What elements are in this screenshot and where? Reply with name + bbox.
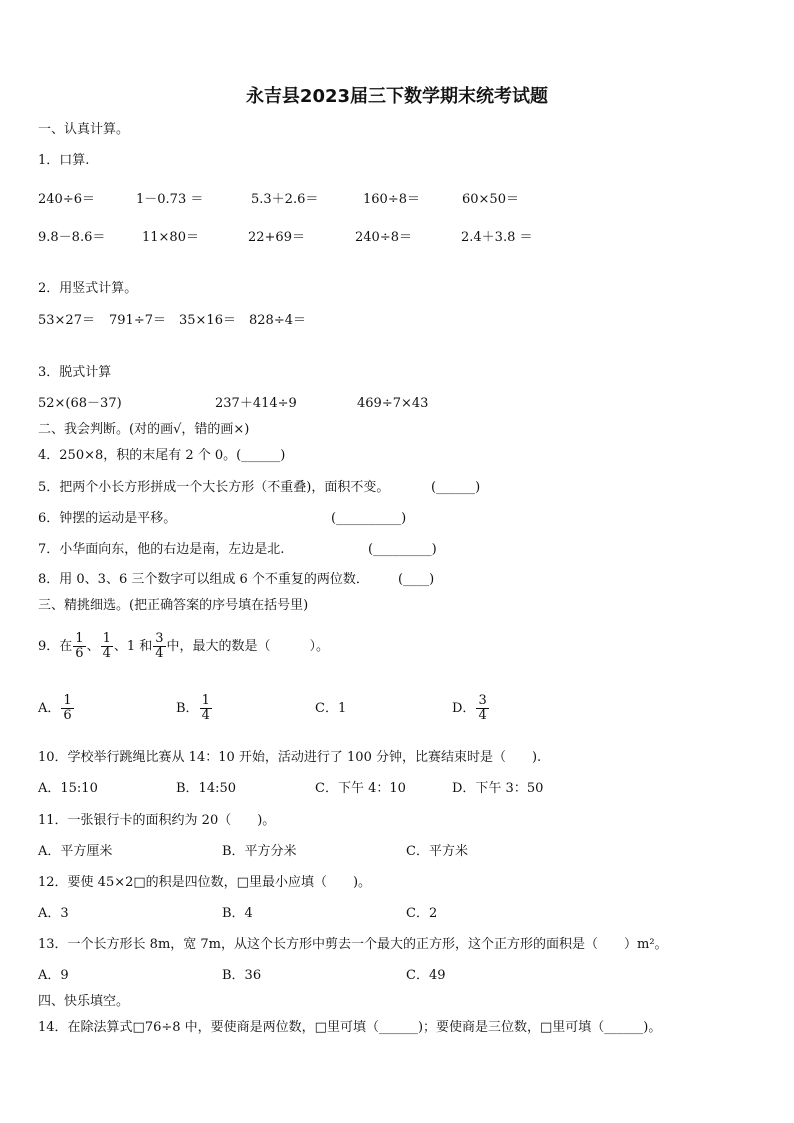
section-4-heading: 四、快乐填空。 [38,994,130,1009]
q10-option-b[interactable]: B．14:50 [176,781,237,796]
q9-option-a[interactable] [38,694,75,724]
q12-option-a[interactable]: A．3 [38,906,69,921]
q11-option-a[interactable]: A．平方厘米 [38,844,113,859]
q1-item: 22+69＝ [248,230,305,245]
q10-option-c[interactable]: C．下午 4：10 [315,781,406,796]
q9-option-b[interactable] [176,694,213,724]
fraction [476,694,488,723]
fraction-denominator: 4 [102,646,111,661]
q6-text: 6．钟摆的运动是平移。 [38,511,177,526]
fraction [73,632,85,661]
q10-text: 10．学校举行跳绳比赛从 14：10 开始，活动进行了 100 分钟，比赛结束时是（ ). [38,750,542,765]
q3-item: 52×(68－37) [38,396,122,411]
q13-text: 13．一个长方形长 8m，宽 7m，从这个长方形中剪去一个最大的正方形，这个正方形的面积是（ ）m²。 [38,937,668,952]
q3-label: 3．脱式计算 [38,365,112,380]
q11-text: 11．一张银行卡的面积约为 20（ )。 [38,813,276,828]
q11-option-c[interactable]: C．平方米 [406,844,468,859]
fraction [101,632,113,661]
q9-separator: 、 [86,639,100,654]
q8-answer-blank[interactable]: (____) [398,572,435,587]
q9-mid: 、1 和 [113,639,153,654]
q13-option-b[interactable]: B．36 [222,968,262,983]
q4-text: 4．250×8，积的末尾有 2 个 0。(______) [38,448,286,463]
option-label: D． [452,701,476,716]
fraction [153,632,165,661]
section-2-heading: 二、我会判断。(对的画√，错的画×) [38,422,250,437]
q9-text [38,632,329,662]
option-label: A． [38,701,61,716]
q13-option-c[interactable]: C．49 [406,968,446,983]
fraction-denominator: 4 [478,708,487,723]
q1-item: 60×50＝ [462,192,519,207]
q10-option-d[interactable]: D．下午 3：50 [452,781,544,796]
q12-option-b[interactable]: B．4 [222,906,253,921]
q2-item: 35×16＝ [179,313,236,328]
fraction-denominator: 4 [155,646,164,661]
q1-label: 1．口算. [38,153,90,168]
q12-text: 12．要使 45×2□的积是四位数，□里最小应填（ )。 [38,875,372,890]
fraction [61,694,73,723]
q2-item: 791÷7＝ [109,313,166,328]
fraction-denominator: 4 [201,708,210,723]
q8-text: 8．用 0、3、6 三个数字可以组成 6 个不重复的两位数． [38,572,369,587]
q13-option-a[interactable]: A．9 [38,968,69,983]
q1-item: 240÷8＝ [355,230,412,245]
fraction [200,694,212,723]
q12-option-c[interactable]: C．2 [406,906,438,921]
q9-suffix: 中，最大的数是（ ）。 [166,639,330,654]
fraction-numerator: 3 [478,693,487,708]
fraction-numerator: 1 [75,631,84,646]
q2-item: 828÷4＝ [249,313,306,328]
q2-label: 2．用竖式计算。 [38,281,138,296]
fraction-denominator: 6 [75,646,84,661]
section-1-heading: 一、认真计算。 [38,122,130,137]
option-label: B． [176,701,199,716]
q1-item: 240÷6＝ [38,192,95,207]
q10-option-a[interactable]: A．15:10 [38,781,98,796]
q1-item: 11×80＝ [142,230,199,245]
section-3-heading: 三、精挑细选。(把正确答案的序号填在括号里) [38,598,309,613]
q9-prefix: 9．在 [38,639,73,654]
q9-option-d[interactable] [452,694,490,724]
q1-item: 1－0.73 ＝ [136,192,204,207]
q2-item: 53×27＝ [38,313,95,328]
q11-option-b[interactable]: B．平方分米 [222,844,297,859]
fraction-numerator: 3 [155,631,164,646]
q1-item: 2.4＋3.8 ＝ [461,230,533,245]
q14-text: 14．在除法算式□76÷8 中，要使商是两位数，□里可填（______)；要使商是三位数，□里可填（______)。 [38,1020,662,1035]
q1-item: 5.3＋2.6＝ [251,192,319,207]
page-title: 永吉县2023届三下数学期末统考试题 [245,86,549,107]
fraction-numerator: 1 [201,693,210,708]
q3-item: 237＋414÷9 [215,396,297,411]
fraction-denominator: 6 [63,708,72,723]
q9-option-c[interactable]: C．1 [315,701,347,716]
q5-answer-blank[interactable]: (______) [431,480,481,495]
fraction-numerator: 1 [102,631,111,646]
q7-text: 7．小华面向东，他的右边是南，左边是北. [38,542,285,557]
q6-answer-blank[interactable]: (__________) [331,511,407,526]
fraction-numerator: 1 [63,693,72,708]
q3-item: 469÷7×43 [357,396,429,411]
q5-text: 5．把两个小长方形拼成一个大长方形（不重叠)，面积不变。 [38,480,390,495]
q7-answer-blank[interactable]: (_________) [368,542,437,557]
q1-item: 9.8－8.6＝ [38,230,106,245]
q1-item: 160÷8＝ [363,192,420,207]
